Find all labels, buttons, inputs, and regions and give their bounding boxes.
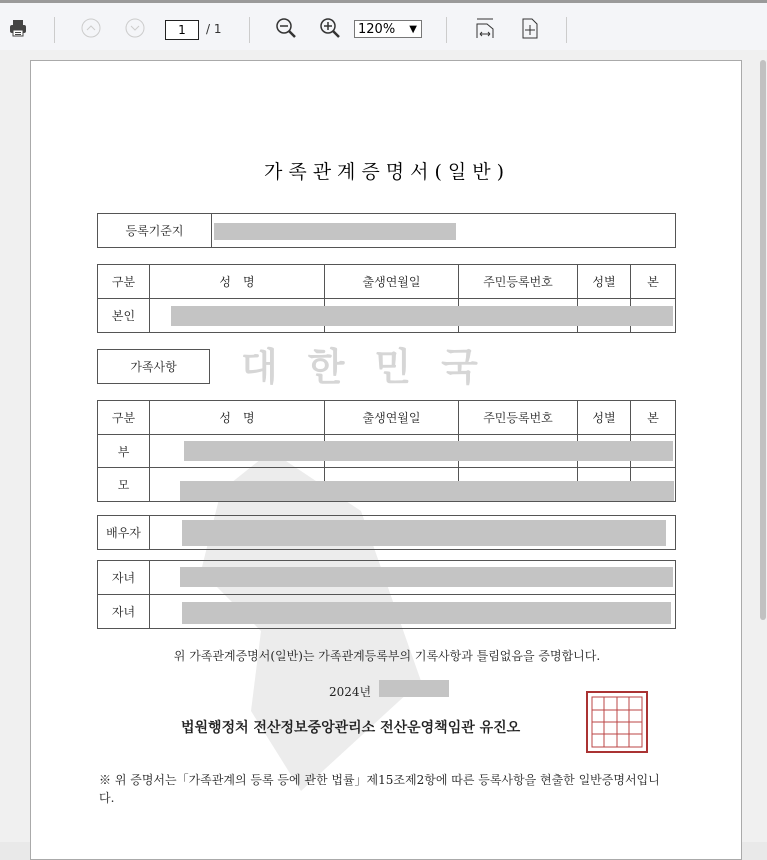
scrollbar-thumb[interactable] <box>760 60 766 620</box>
next-page-button[interactable] <box>123 15 147 41</box>
fit-page-button[interactable] <box>518 15 542 41</box>
fit-width-button[interactable] <box>473 15 497 41</box>
issuer-name: 법원행정처 전산정보중앙관리소 전산운영책임관 유진오 <box>181 720 521 736</box>
zoom-in-button[interactable] <box>318 15 342 41</box>
zoom-select[interactable] <box>354 20 422 38</box>
redacted-date <box>379 680 449 697</box>
redacted-field <box>182 520 666 546</box>
family-label-box <box>97 349 210 384</box>
reg-label: 등록기준지 <box>98 214 212 248</box>
redacted-field <box>180 481 674 501</box>
toolbar <box>0 0 767 50</box>
fit-page-icon <box>520 17 540 39</box>
printer-icon <box>8 18 28 38</box>
zoom-value: 120% <box>358 22 396 37</box>
header-cell: 출생연월일 <box>325 401 459 435</box>
legal-note: ※ 위 증명서는「가족관계의 등록 등에 관한 법률」제15조제2항에 따른 등록사항을 현출한 일반증명서입니다. <box>99 773 660 805</box>
header-cell: 성 명 <box>150 265 325 299</box>
page-down-icon <box>124 17 146 39</box>
header-cell: 성 명 <box>150 401 325 435</box>
page-number-input[interactable]: 1 <box>165 20 199 40</box>
header-cell: 주민등록번호 <box>459 401 578 435</box>
page-up-icon <box>80 17 102 39</box>
redacted-field <box>171 306 673 326</box>
previous-page-button[interactable] <box>79 15 103 41</box>
row-label: 자녀 <box>98 595 150 629</box>
redacted-field <box>184 441 673 461</box>
row-label: 배우자 <box>98 516 150 550</box>
row-label: 본인 <box>98 299 150 333</box>
header-cell: 성별 <box>578 401 631 435</box>
fit-width-icon <box>475 17 495 39</box>
page-total: / 1 <box>206 22 222 36</box>
row-label: 모 <box>98 468 150 502</box>
zoom-in-icon <box>319 17 341 39</box>
header-cell: 출생연월일 <box>325 265 459 299</box>
certification-text: 위 가족관계증명서(일반)는 가족관계등록부의 기록사항과 틀림없음을 증명합니다. <box>173 649 601 663</box>
header-cell: 성별 <box>578 265 631 299</box>
header-cell: 구분 <box>98 401 150 435</box>
header-cell: 구분 <box>98 265 150 299</box>
row-label: 자녀 <box>98 561 150 595</box>
document-page <box>30 60 742 860</box>
print-button[interactable] <box>6 15 30 41</box>
row-label: 부 <box>98 435 150 468</box>
header-cell: 본 <box>631 265 676 299</box>
zoom-out-icon <box>275 17 297 39</box>
issue-date: 2024년 <box>329 685 372 699</box>
header-cell: 주민등록번호 <box>459 265 578 299</box>
document-title: 가족관계증명서(일반) <box>263 161 510 183</box>
header-cell: 본 <box>631 401 676 435</box>
family-label: 가족사항 <box>98 350 210 384</box>
zoom-out-button[interactable] <box>274 15 298 41</box>
watermark: 대한민국 <box>241 345 508 389</box>
redacted-field <box>182 602 671 624</box>
redacted-field <box>214 223 456 240</box>
chevron-down-icon: ▼ <box>409 24 417 35</box>
official-seal <box>586 691 648 753</box>
redacted-field <box>180 567 673 587</box>
